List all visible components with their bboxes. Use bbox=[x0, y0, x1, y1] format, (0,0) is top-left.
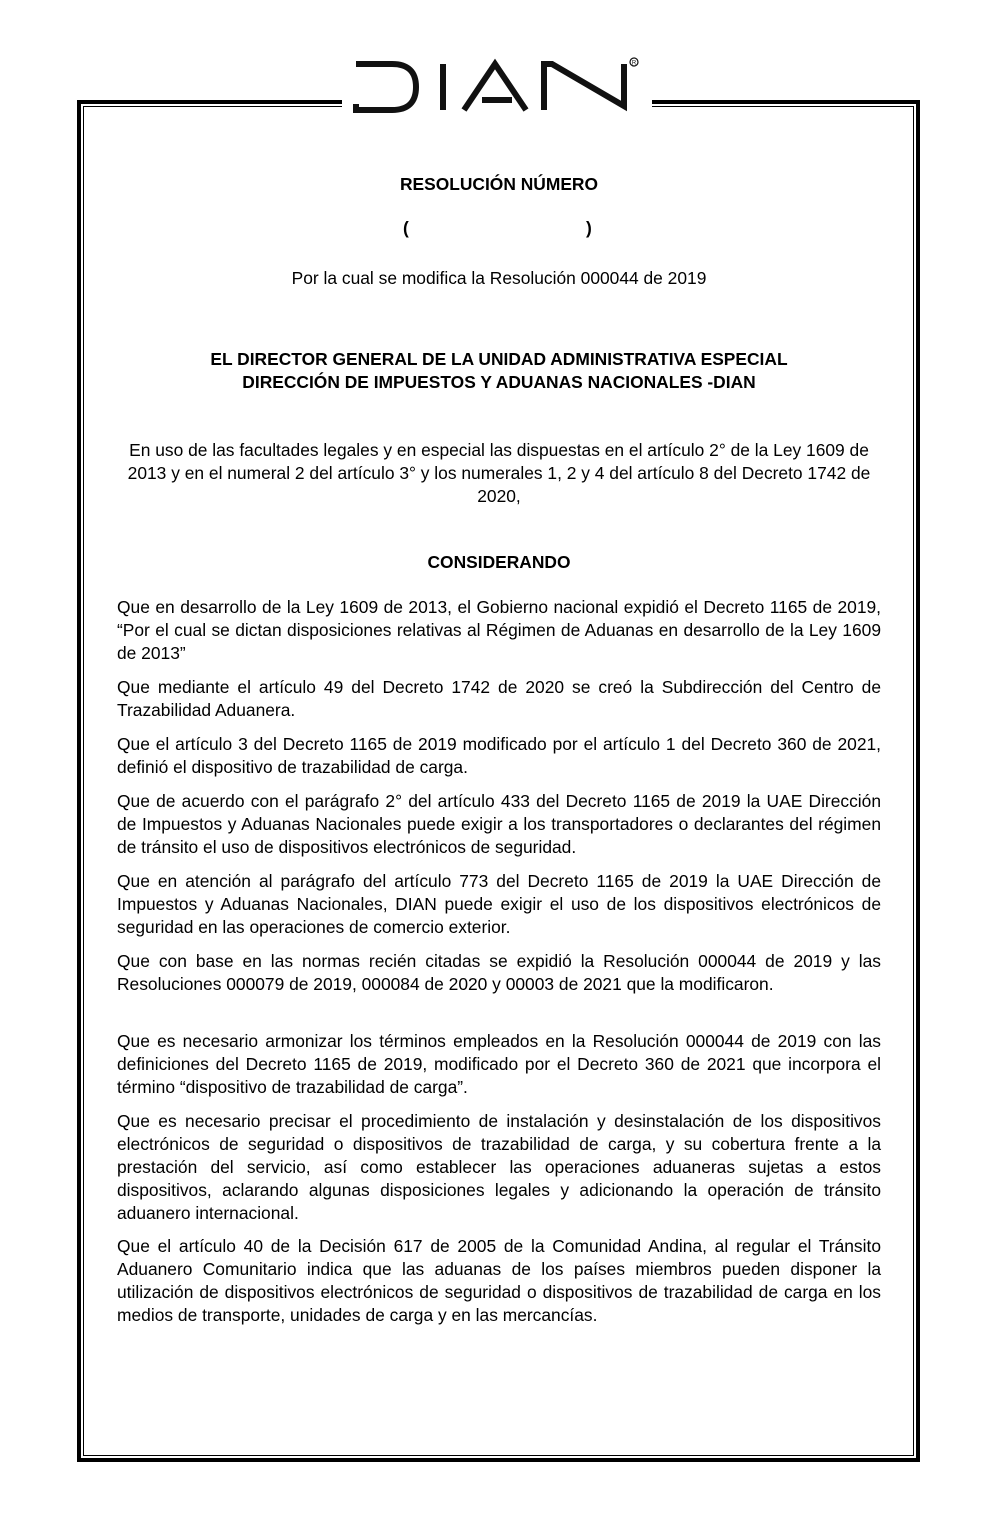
considerando-paragraph: Que con base en las normas recién citadas se expidió la Resolución 000044 de 2019 y las Resoluciones 000079 de 2019, 000084 de 2020 y 00003 de 2021 que la modificaron. bbox=[117, 951, 881, 994]
dian-logo bbox=[352, 56, 642, 116]
considerando-paragraph: Que el artículo 3 del Decreto 1165 de 2019 modificado por el artículo 1 del Decreto 360 de 2021, definió el dispositivo de trazabilidad de carga. bbox=[117, 734, 881, 777]
logo-letter-d bbox=[356, 64, 416, 110]
considerando-paragraph: Que es necesario precisar el procedimiento de instalación y desinstalación de los dispositivos electrónicos de seguridad o dispositivos de trazabilidad de carga, y su cobertura frente a la prestación del servicio, así como establecer las operaciones aduaneras sujetas a estos dispositivos, aclarando algunas disposiciones legales y adicionando la operación de tránsito aduanero internacional. bbox=[117, 1111, 881, 1223]
considerando-paragraph: Que es necesario armonizar los términos empleados en la Resolución 000044 de 2019 con las definiciones del Decreto 1165 de 2019, modificado por el Decreto 360 de 2021 que incorpora el término “dispositivo de trazabilidad de carga”. bbox=[117, 1031, 881, 1097]
considerando-paragraph: Que en atención al parágrafo del artículo 773 del Decreto 1165 de 2019 la UAE Dirección de Impuestos y Aduanas Nacionales, DIAN puede exigir el uso de los dispositivos electrónicos de seguridad en las operaciones de comercio exterior. bbox=[117, 871, 881, 937]
logo-letter-a bbox=[464, 64, 526, 110]
considerando-heading: CONSIDERANDO bbox=[427, 552, 571, 572]
considerando-paragraph: Que de acuerdo con el parágrafo 2° del artículo 433 del Decreto 1165 de 2019 la UAE Dirección de Impuestos y Aduanas Nacionales puede exigir a los transportadores o declarantes del régimen de tránsito el uso de dispositivos electrónicos de seguridad. bbox=[117, 791, 881, 857]
considerando-paragraph: Que mediante el artículo 49 del Decreto 1742 de 2020 se creó la Subdirección del Centro de Trazabilidad Aduanera. bbox=[117, 677, 881, 720]
considerando-paragraph: Que el artículo 40 de la Decisión 617 de 2005 de la Comunidad Andina, al regular el Tránsito Aduanero Comunitario indica que las aduanas de los países miembros pueden disponer la utilización de dispositivos electrónicos de seguridad o dispositivos de trazabilidad de carga en los medios de transporte, unidades de carga y en las mercancías. bbox=[117, 1236, 881, 1325]
resolution-number-open-paren: ( bbox=[403, 218, 409, 238]
resolution-subtitle: Por la cual se modifica la Resolución 000044 de 2019 bbox=[291, 268, 707, 288]
considerando-paragraph: Que en desarrollo de la Ley 1609 de 2013, el Gobierno nacional expidió el Decreto 1165 de 2019, “Por el cual se dictan disposiciones relativas al Régimen de Aduanas en desarrollo de la Ley 1609 de 2013” bbox=[117, 597, 881, 663]
resolution-number-close-paren: ) bbox=[586, 218, 592, 238]
issuer-line-2: DIRECCIÓN DE IMPUESTOS Y ADUANAS NACIONALES -DIAN bbox=[242, 372, 756, 392]
preamble: En uso de las facultades legales y en especial las dispuestas en el artículo 2° de la Ley 1609 de 2013 y en el numeral 2 del artículo 3° y los numerales 1, 2 y 4 del artículo 8 del Decreto 1742 de 2020, bbox=[127, 440, 871, 506]
resolution-label: RESOLUCIÓN NÚMERO bbox=[399, 174, 599, 194]
issuer-line-1: EL DIRECTOR GENERAL DE LA UNIDAD ADMINISTRATIVA ESPECIAL bbox=[210, 349, 788, 369]
logo-letter-n bbox=[544, 64, 624, 110]
logo-letter-i bbox=[440, 64, 446, 110]
svg-text:R: R bbox=[631, 60, 637, 67]
